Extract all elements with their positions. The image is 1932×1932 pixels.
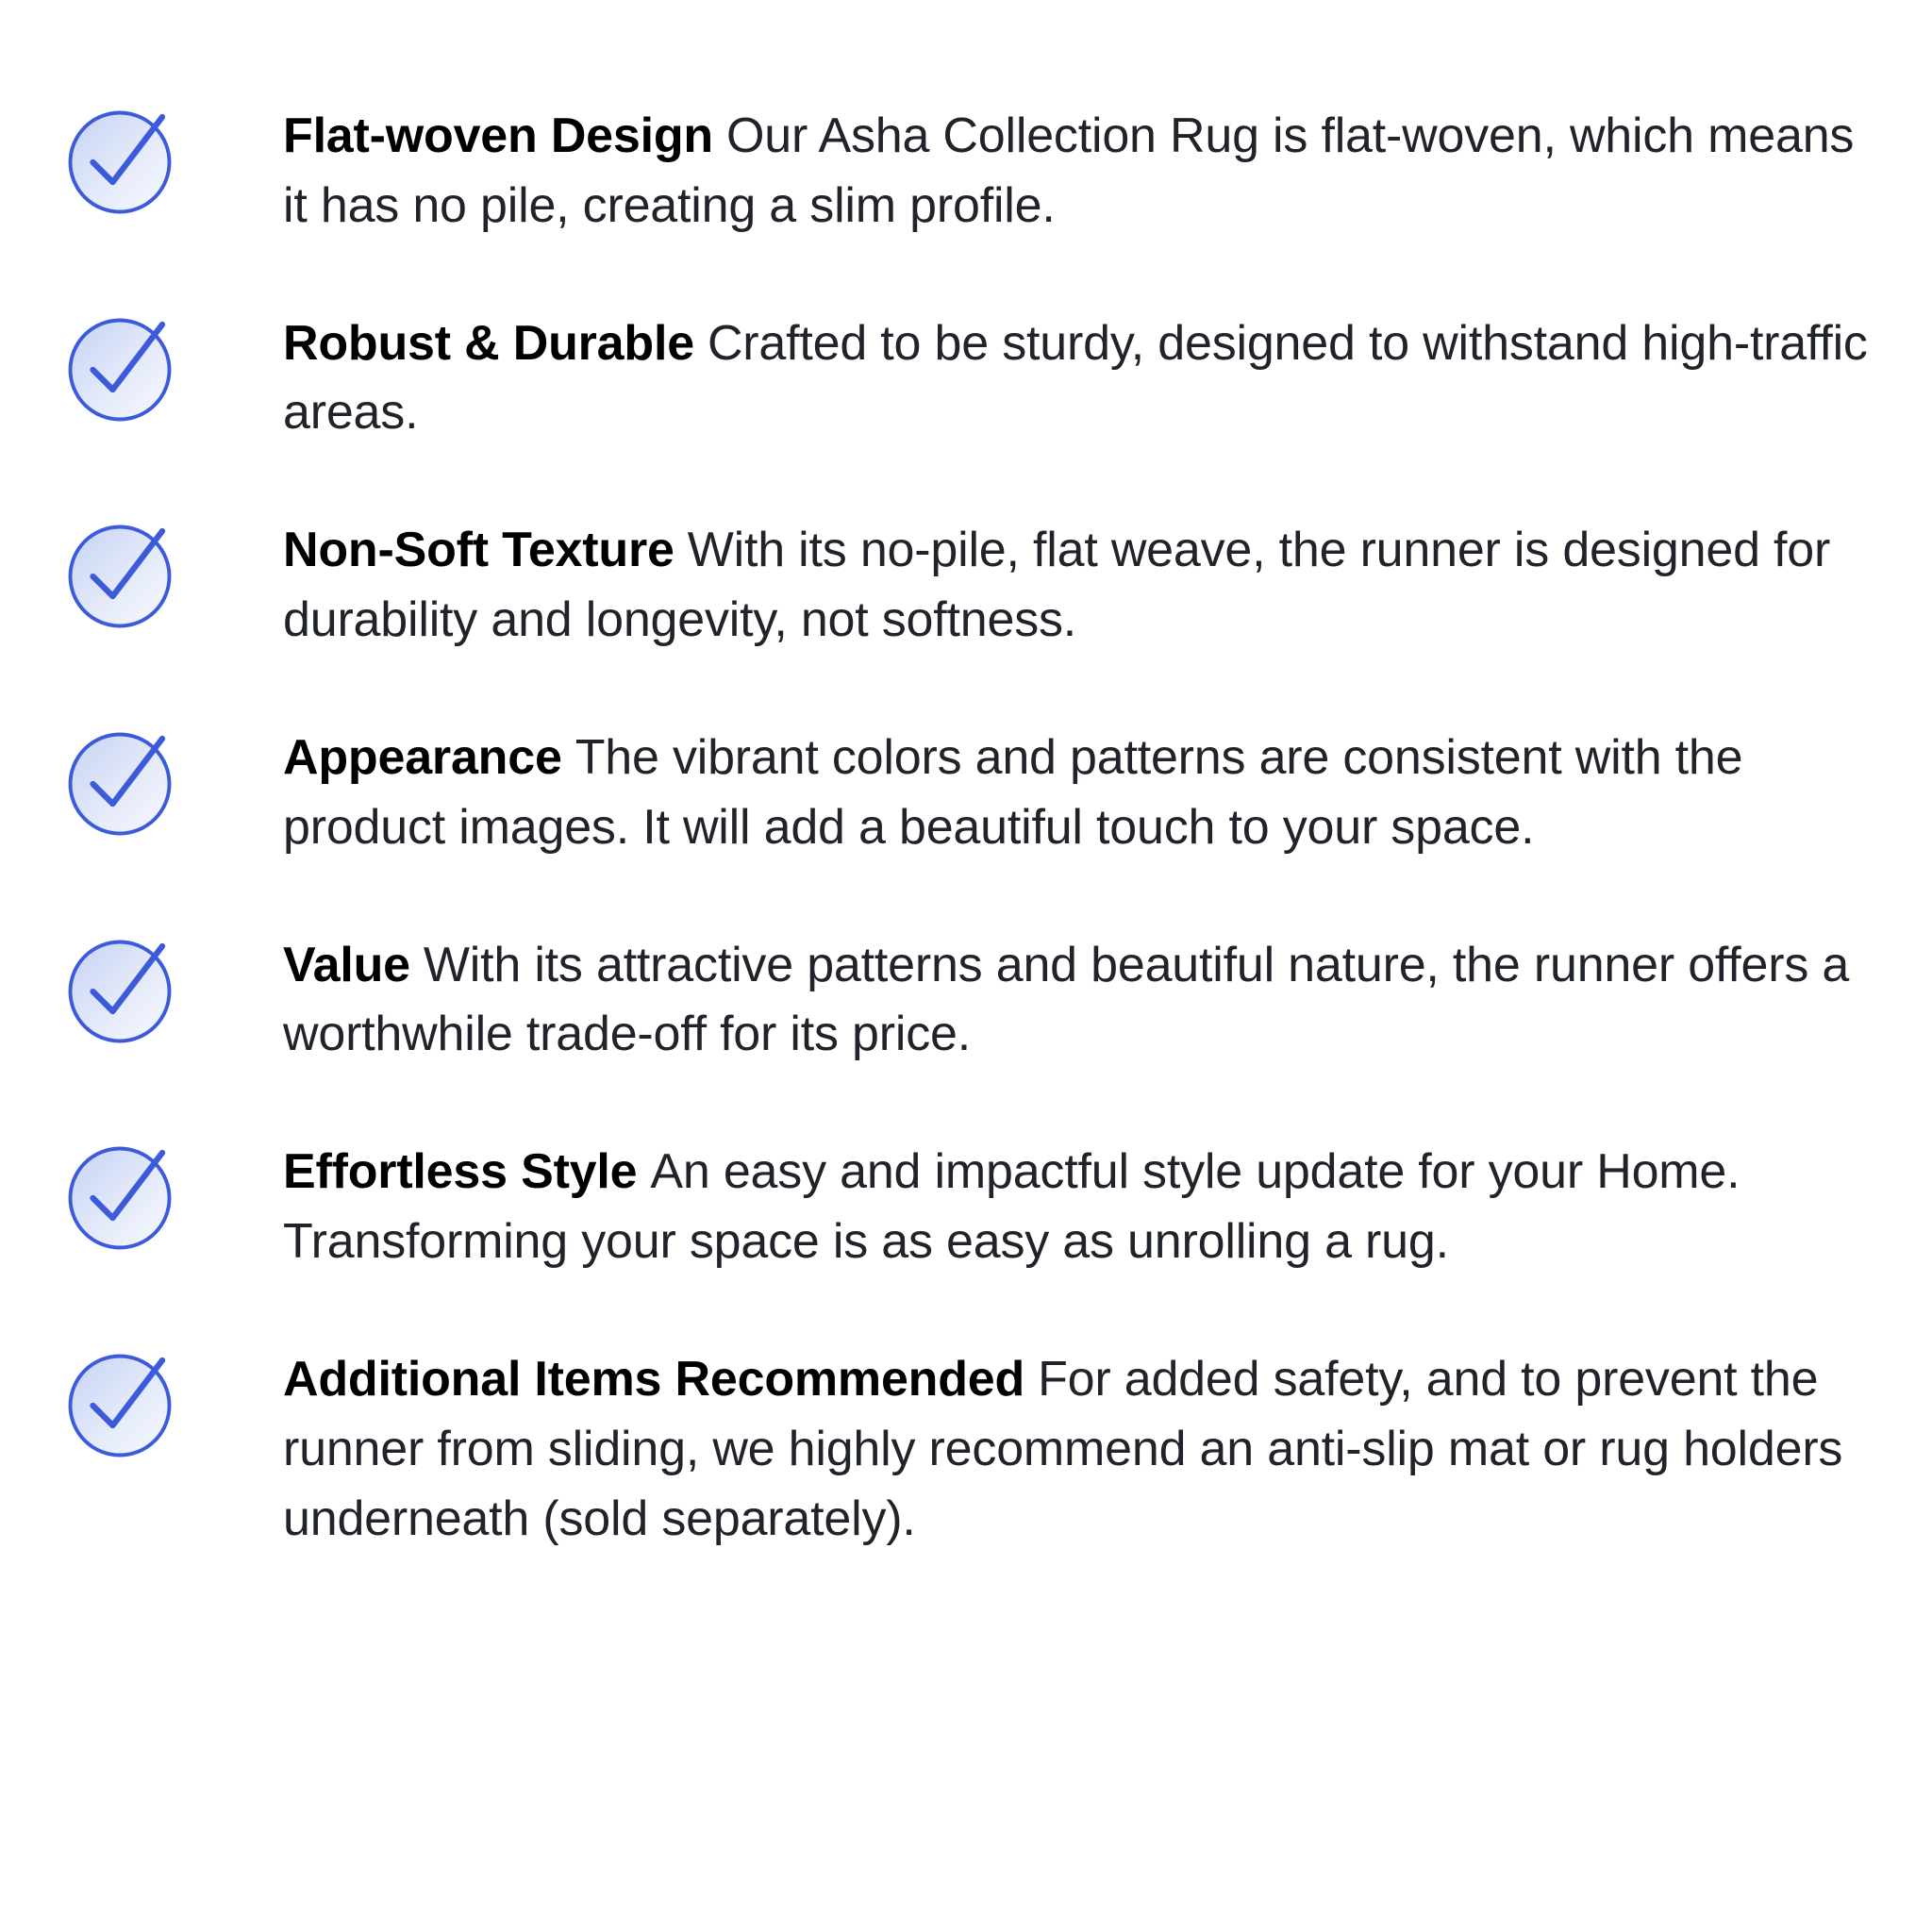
feature-text <box>191 501 1875 656</box>
feature-title: Value <box>283 937 410 992</box>
check-circle-icon <box>49 1124 191 1266</box>
feature-text <box>191 1330 1875 1554</box>
check-circle-icon <box>49 710 191 852</box>
list-item <box>49 294 1875 449</box>
feature-title: Additional Items Recommended <box>283 1351 1025 1407</box>
feature-description: An easy and impactful style update for your Home. Transforming your space is as easy as unrolling a rug. <box>283 1144 1740 1270</box>
check-circle-icon <box>49 296 191 438</box>
feature-description: With its attractive patterns and beautiful nature, the runner offers a worthwhile trade-off for its price. <box>283 937 1850 1062</box>
list-item <box>49 1123 1875 1277</box>
feature-description: Our Asha Collection Rug is flat-woven, which means it has no pile, creating a slim profile. <box>283 108 1855 233</box>
feature-title: Effortless Style <box>283 1144 638 1200</box>
feature-description: For added safety, and to prevent the runner from sliding, we highly recommend an anti-slip mat or rug holders underneath (sold separately). <box>283 1351 1843 1546</box>
feature-title: Non-Soft Texture <box>283 523 675 578</box>
feature-text <box>191 916 1875 1071</box>
feature-text <box>191 87 1875 242</box>
check-circle-icon <box>49 1332 191 1474</box>
check-circle-icon <box>49 503 191 644</box>
list-item <box>49 87 1875 242</box>
feature-text <box>191 294 1875 449</box>
check-circle-icon <box>49 918 191 1059</box>
feature-text <box>191 708 1875 863</box>
list-item <box>49 916 1875 1071</box>
feature-title: Appearance <box>283 729 562 785</box>
feature-description: With its no-pile, flat weave, the runner is designed for durability and longevity, not softness. <box>283 523 1831 648</box>
feature-description: The vibrant colors and patterns are consistent with the product images. It will add a beautiful touch to your space. <box>283 729 1743 855</box>
feature-description: Crafted to be sturdy, designed to withstand high-traffic areas. <box>283 315 1868 441</box>
check-circle-icon <box>49 89 191 230</box>
list-item <box>49 708 1875 863</box>
feature-title: Flat-woven Design <box>283 108 713 163</box>
feature-text <box>191 1123 1875 1277</box>
list-item <box>49 1330 1875 1554</box>
list-item <box>49 501 1875 656</box>
feature-title: Robust & Durable <box>283 315 694 371</box>
